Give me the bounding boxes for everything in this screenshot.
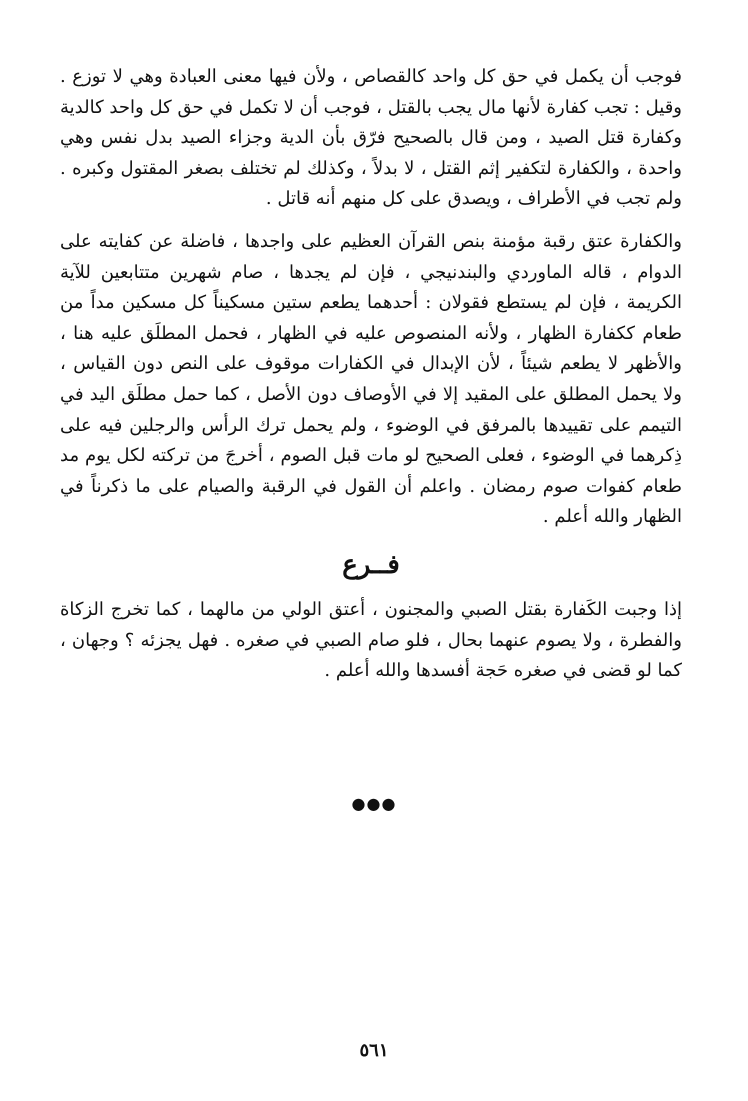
section-heading: فــرع [342, 549, 400, 580]
paragraph-1: فوجب أن يكمل في حق كل واحد كالقصاص ، ولأن فيها معنى العبادة وهي لا توزع . وقيل : تجب كفارة لأنها مال يجب بالقتل ، فوجب أن لا تكمل في حق كل واحد كالدية وكفارة قتل الصيد ، ومن قال بالصحيح فرّق بأن الدية وجزاء الصيد بدل نفس وهي واحدة ، والكفارة لتكفير إثم القتل ، لا بدلاً ، وكذلك لم تختلف بصغر المقتول وكبره . ولم تجب في الأطراف ، ويصدق على كل منهم أنه قاتل . [60, 66, 682, 210]
page-number: ٥٦١ [359, 1040, 389, 1061]
paragraph-2: والكفارة عتق رقبة مؤمنة بنص القرآن العظيم على واجدها ، فاضلة عن كفايته على الدوام ، قاله الماوردي والبندنيجي ، فإن لم يجدها ، صام شهرين متتابعين للآية الكريمة ، فإن لم يستطع فقولان : أحدهما يطعم ستين مسكيناً كل مسكين مداً من طعام ككفارة الظهار ، ولأنه المنصوص عليه في الظهار ، فحمل المطلَق عليه هنا ، والأظهر لا يطعم شيئاً ، لأن الإبدال في الكفارات موقوف على النص دون القياس ، ولا يحمل المطلق على المقيد إلا في الأوصاف دون الأصل ، كما حمل مطلَق اليد في التيمم على تقييدها بالمرفق في الوضوء ، ولم يحمل ترك الرأس والرجلين فيه على ذِكرهما في الوضوء ، فعلى الصحيح لو مات قبل الصوم ، أخرجَ من تركته لكل يوم مد طعام كفوات صوم رمضان . واعلم أن القول في الرقبة والصيام على ما ذكرناً في الظهار والله أعلم . [60, 230, 682, 528]
page-body [60, 62, 682, 687]
paragraph-3: إذا وجبت الكَفارة بقتل الصبي والمجنون ، أعتق الولي من مالهما ، كما تخرج الزكاة والفطرة ، ولا يصوم عنهما بحال ، فلو صام الصبي في صغره . فهل يجزئه ؟ وجهان ، كما لو قضى في صغره حَجة أفسدها والله أعلم . [60, 598, 682, 682]
section-separator: ●●● [351, 794, 397, 813]
